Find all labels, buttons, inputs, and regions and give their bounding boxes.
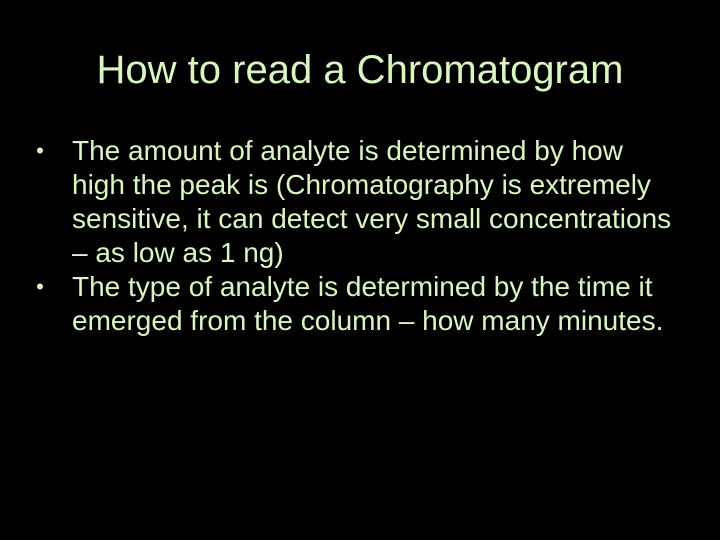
slide-title: How to read a Chromatogram: [96, 48, 624, 92]
bullet-dot-icon: •: [36, 138, 44, 163]
bullet-list: [30, 134, 680, 338]
bullet-item-type: [30, 270, 680, 338]
bullet-dot-icon: •: [36, 274, 44, 299]
bullet-text-amount: The amount of analyte is determined by how high the peak is (Chromatography is extremely sensitive, it can detect very small concentrations – as low as 1 ng): [72, 135, 672, 268]
bullet-item-amount: [30, 134, 680, 270]
bullet-text-type: The type of analyte is determined by the time it emerged from the column – how many minutes.: [72, 271, 664, 336]
